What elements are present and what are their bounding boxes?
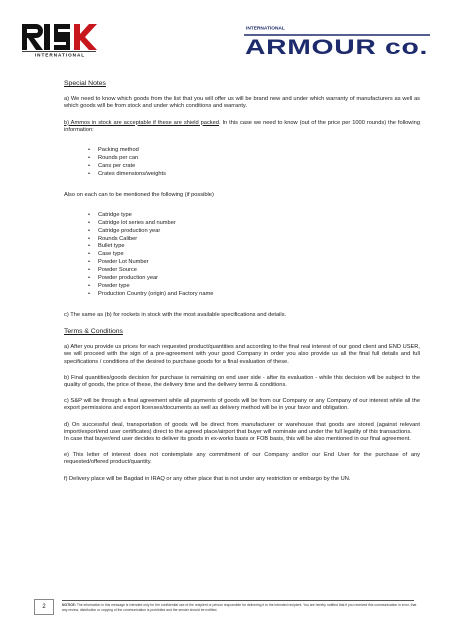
terms-title: Terms & Conditions: [64, 328, 123, 336]
notice-label: NOTICE:: [62, 603, 76, 607]
list-item: • Crates dimensions/weights: [88, 171, 420, 179]
list-item: • Case type: [88, 251, 420, 259]
risk-international-logo: [20, 18, 102, 58]
list-item: • Rounds per can: [88, 155, 420, 163]
para-b-underlined: b) Ammos in stock are acceptable if these are shield packed: [64, 119, 219, 126]
list-item: • Powder Lot Number: [88, 259, 420, 267]
list-item: • Powder production year: [88, 275, 420, 283]
list-item: • Cans per crate: [88, 163, 420, 171]
terms-para-e: e) This letter of interest does not contemplate any commitment of our Company and/or our End User for the purchase of any requested/offered product/quantity.: [64, 452, 420, 466]
terms-para-a: a) After you provide us prices for each requested product/quantities and according to the final real interest of our good client and END USER, we will proceed with the sign of a pre-agreement with your good Company in order you also provide us all the final full details and full specifications / conditions of the desired to purchase goods for a final evaluation of these.: [64, 344, 420, 365]
can-info-list: [64, 212, 420, 299]
list-item: • Catridge lot series and number: [88, 220, 420, 228]
terms-para-c: c) S&P will be through a final agreement while all payments of goods will be from our Company or any Company of our interest while all the export permissions and export licenses/documents as well as delivery method will be in your favor and obligation.: [64, 398, 420, 412]
list-item: • Production Country (origin) and Factory name: [88, 291, 420, 299]
terms-para-f: f) Delivery place will be Bagdad in IRAQ or any other place that is not under any restriction or embargo by the UN.: [64, 475, 351, 482]
logo-risk-subtitle: INTERNATIONAL: [34, 52, 86, 58]
special-notes-title: Special Notes: [64, 80, 106, 87]
special-notes-para-a: a) We need to know which goods from the list that you will offer us will be brand new and under which warranty of manufacturers as well as which goods will be from stock and under which conditions and warranty.: [64, 96, 420, 110]
special-notes-para-c: c) The same as (b) for rockets in stock with the most available specifications and details.: [64, 311, 287, 318]
list-item: • Catridge production year: [88, 228, 420, 236]
footer-notice: [62, 603, 422, 612]
document-body: [64, 80, 420, 492]
logo-armour-text: ARMOUR co.: [245, 36, 428, 56]
notice-text: The information in this message is intended only for the confidential use of the recipient or person responsible for delivering it to the intended recipient. You are hereby notified that if you received this communication in error, that any review, distribution or copying of the communication is prohibited and the sender should be notified.: [62, 603, 417, 612]
list-item: • Packing method: [88, 147, 420, 155]
terms-para-d: d) On successful deal, transportation of goods will be direct from manufacturer or warehouse that goods are stored (against relevant import/export/end user certificates) direct to the agreed place/airport that buyer will nominate and under the full legality of this transactions. In case that buyer/end user decides to deliver its goods in ex-works basis or FOB basis, this will be also mentioned in our final agreement.: [64, 421, 420, 443]
para-b-rest: . In this case we need to know (out of the price per 1000 rounds) the following information:: [64, 119, 420, 133]
terms-para-b: b) Final quantities/goods decision for purchase is remaining on end user side - after its evaluation - while this decision will be subject to the quality of goods, the price of these, the delivery time and the delivery terms & conditions.: [64, 374, 420, 389]
page-number: 2: [34, 599, 54, 615]
list-item: • Powder Source: [88, 267, 420, 275]
also-text: Also on each can to be mentioned the following (if possible): [64, 191, 214, 198]
special-notes-para-b: [64, 120, 420, 134]
footer-divider: [62, 600, 414, 601]
armour-co-logo: [244, 24, 432, 56]
list-item: • Bullet type: [88, 243, 420, 251]
list-item: • Powder type: [88, 283, 420, 291]
list-item: • Rounds Caliber: [88, 236, 420, 244]
packing-info-list: [64, 147, 420, 179]
list-item: • Catridge type: [88, 212, 420, 220]
logo-armour-small: INTERNATIONAL: [246, 26, 285, 32]
